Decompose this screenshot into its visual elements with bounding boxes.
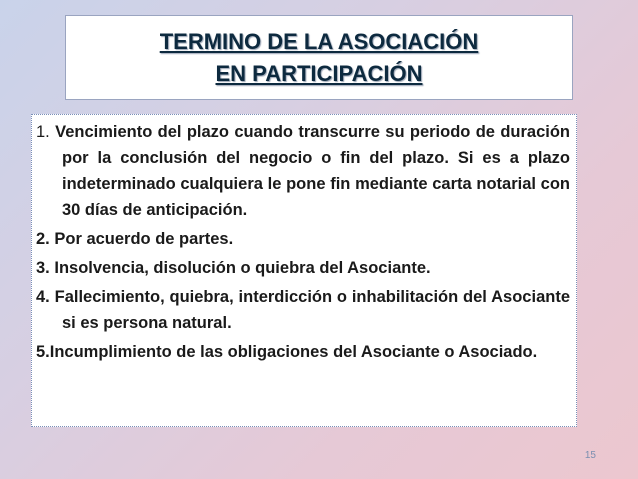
list-item-5 [36,339,570,365]
page-number: 15 [584,450,596,461]
list-item-number: 1. [36,123,50,141]
list-item-text: Fallecimiento, quiebra, interdicción o inhabilitación del Asociante si es persona natural. [54,288,570,332]
slide-title-box [65,15,573,100]
list-item-text: Por acuerdo de partes. [54,230,234,248]
list-item-3 [36,255,570,281]
list-item-number: 3. [36,259,50,277]
list-item-text: Incumplimiento de las obligaciones del Asociante o Asociado. [49,343,538,361]
list-item-text: Vencimiento del plazo cuando transcurre su periodo de duración por la conclusión del negocio o fin del plazo. Si es a plazo indeterminado cualquiera le pone fin mediante carta notarial con 30 días de anticipación. [55,123,570,219]
list-item-1 [36,119,570,223]
slide-title-line-2: EN PARTICIPACIÓN [215,60,423,86]
list-item-number: 5. [36,343,50,361]
list-item-2 [36,226,570,252]
list-item-4 [36,284,570,336]
list-item-text: Insolvencia, disolución o quiebra del Asociante. [54,259,431,277]
list-item-number: 4. [36,288,50,306]
list-item-number: 2. [36,230,50,248]
slide-title-line-1: TERMINO DE LA ASOCIACIÓN [159,28,479,54]
content-box [31,114,577,427]
